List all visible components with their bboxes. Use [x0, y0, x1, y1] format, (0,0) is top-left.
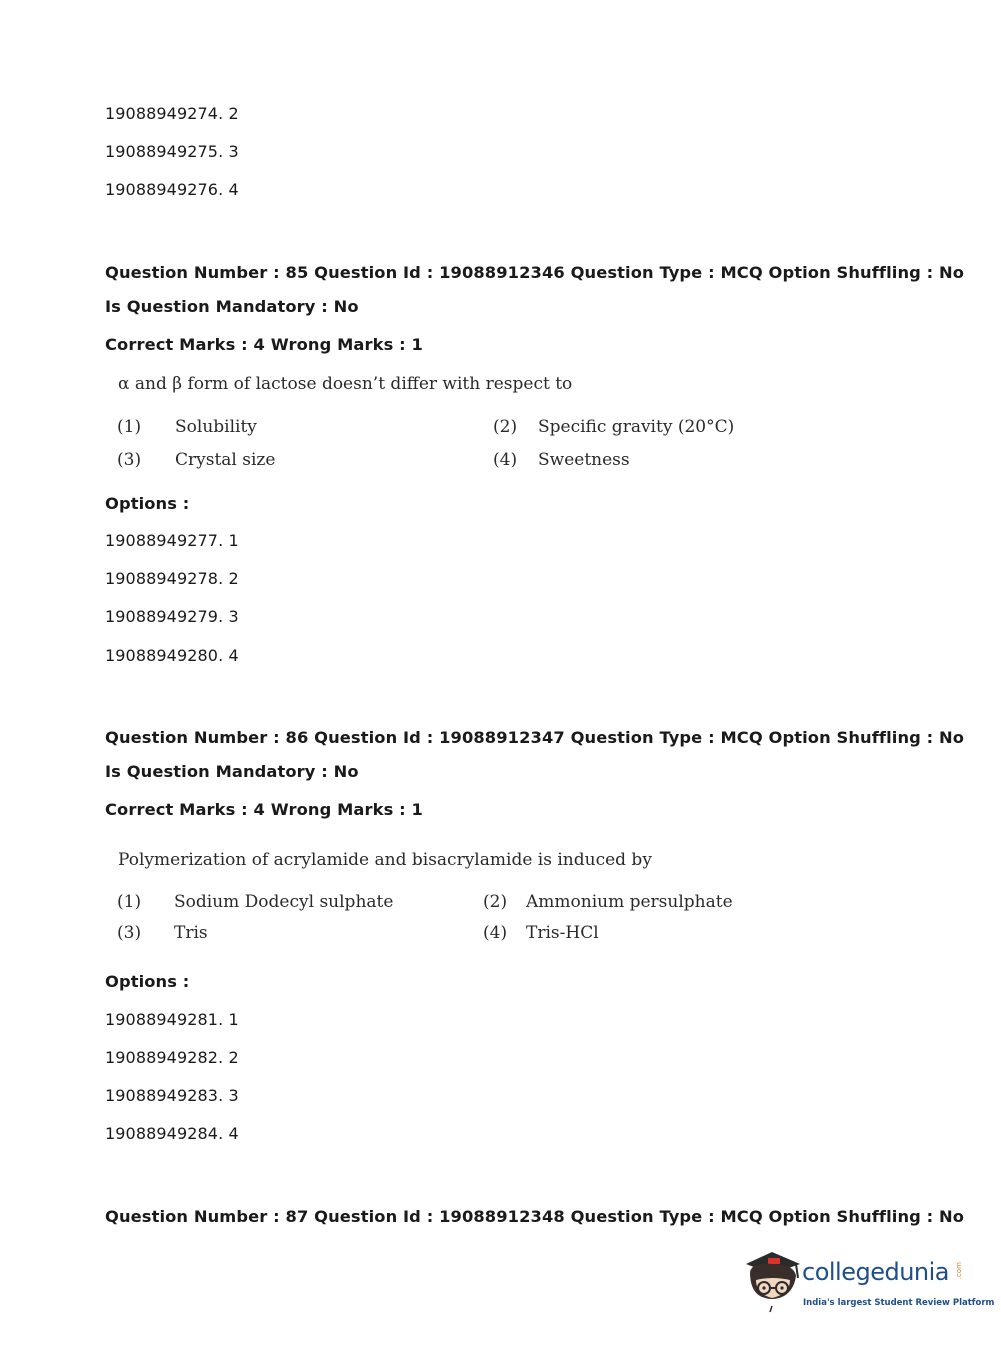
options-label: Options : [105, 494, 190, 513]
question-header: Question Number : 87 Question Id : 19088912348 Question Type : MCQ Option Shuffling : No [105, 1207, 965, 1226]
collegedunia-logo [742, 1250, 995, 1320]
choice-number: (3) [117, 923, 142, 943]
option-line: 19088949279. 3 [105, 607, 239, 626]
mascot-icon [742, 1250, 804, 1314]
choice-text: Tris-HCl [526, 923, 599, 943]
choice-number: (2) [483, 892, 508, 912]
choice-text: Crystal size [175, 450, 276, 470]
choice-number: (4) [483, 923, 508, 943]
logo-wordmark: collegedunia [802, 1258, 950, 1286]
question-text: α and β form of lactose doesn’t differ with respect to [118, 374, 573, 394]
choice-text: Ammonium persulphate [526, 892, 733, 912]
option-line: 19088949284. 4 [105, 1124, 239, 1143]
question-mandatory: Is Question Mandatory : No [105, 297, 359, 316]
option-line: 19088949276. 4 [105, 180, 239, 199]
option-line: 19088949280. 4 [105, 646, 239, 665]
option-line: 19088949281. 1 [105, 1010, 239, 1029]
choice-number: (1) [117, 892, 142, 912]
option-line: 19088949277. 1 [105, 531, 239, 550]
option-line: 19088949275. 3 [105, 142, 239, 161]
question-text: Polymerization of acrylamide and bisacrylamide is induced by [118, 850, 652, 870]
choice-text: Solubility [175, 417, 257, 437]
choice-number: (3) [117, 450, 142, 470]
option-line: 19088949274. 2 [105, 104, 239, 123]
question-header: Question Number : 86 Question Id : 19088912347 Question Type : MCQ Option Shuffling : No [105, 728, 965, 747]
question-header: Question Number : 85 Question Id : 19088912346 Question Type : MCQ Option Shuffling : No [105, 263, 965, 282]
option-line: 19088949278. 2 [105, 569, 239, 588]
choice-text: Tris [174, 923, 208, 943]
question-mandatory: Is Question Mandatory : No [105, 762, 359, 781]
question-marks: Correct Marks : 4 Wrong Marks : 1 [105, 800, 423, 819]
options-label: Options : [105, 972, 190, 991]
choice-number: (1) [117, 417, 142, 437]
choice-text: Specific gravity (20°C) [538, 417, 735, 437]
logo-suffix: .com [955, 1262, 963, 1280]
question-marks: Correct Marks : 4 Wrong Marks : 1 [105, 335, 423, 354]
choice-text: Sweetness [538, 450, 630, 470]
option-line: 19088949282. 2 [105, 1048, 239, 1067]
choice-number: (4) [493, 450, 518, 470]
choice-number: (2) [493, 417, 518, 437]
logo-tagline: India's largest Student Review Platform [803, 1298, 995, 1308]
choice-text: Sodium Dodecyl sulphate [174, 892, 394, 912]
option-line: 19088949283. 3 [105, 1086, 239, 1105]
